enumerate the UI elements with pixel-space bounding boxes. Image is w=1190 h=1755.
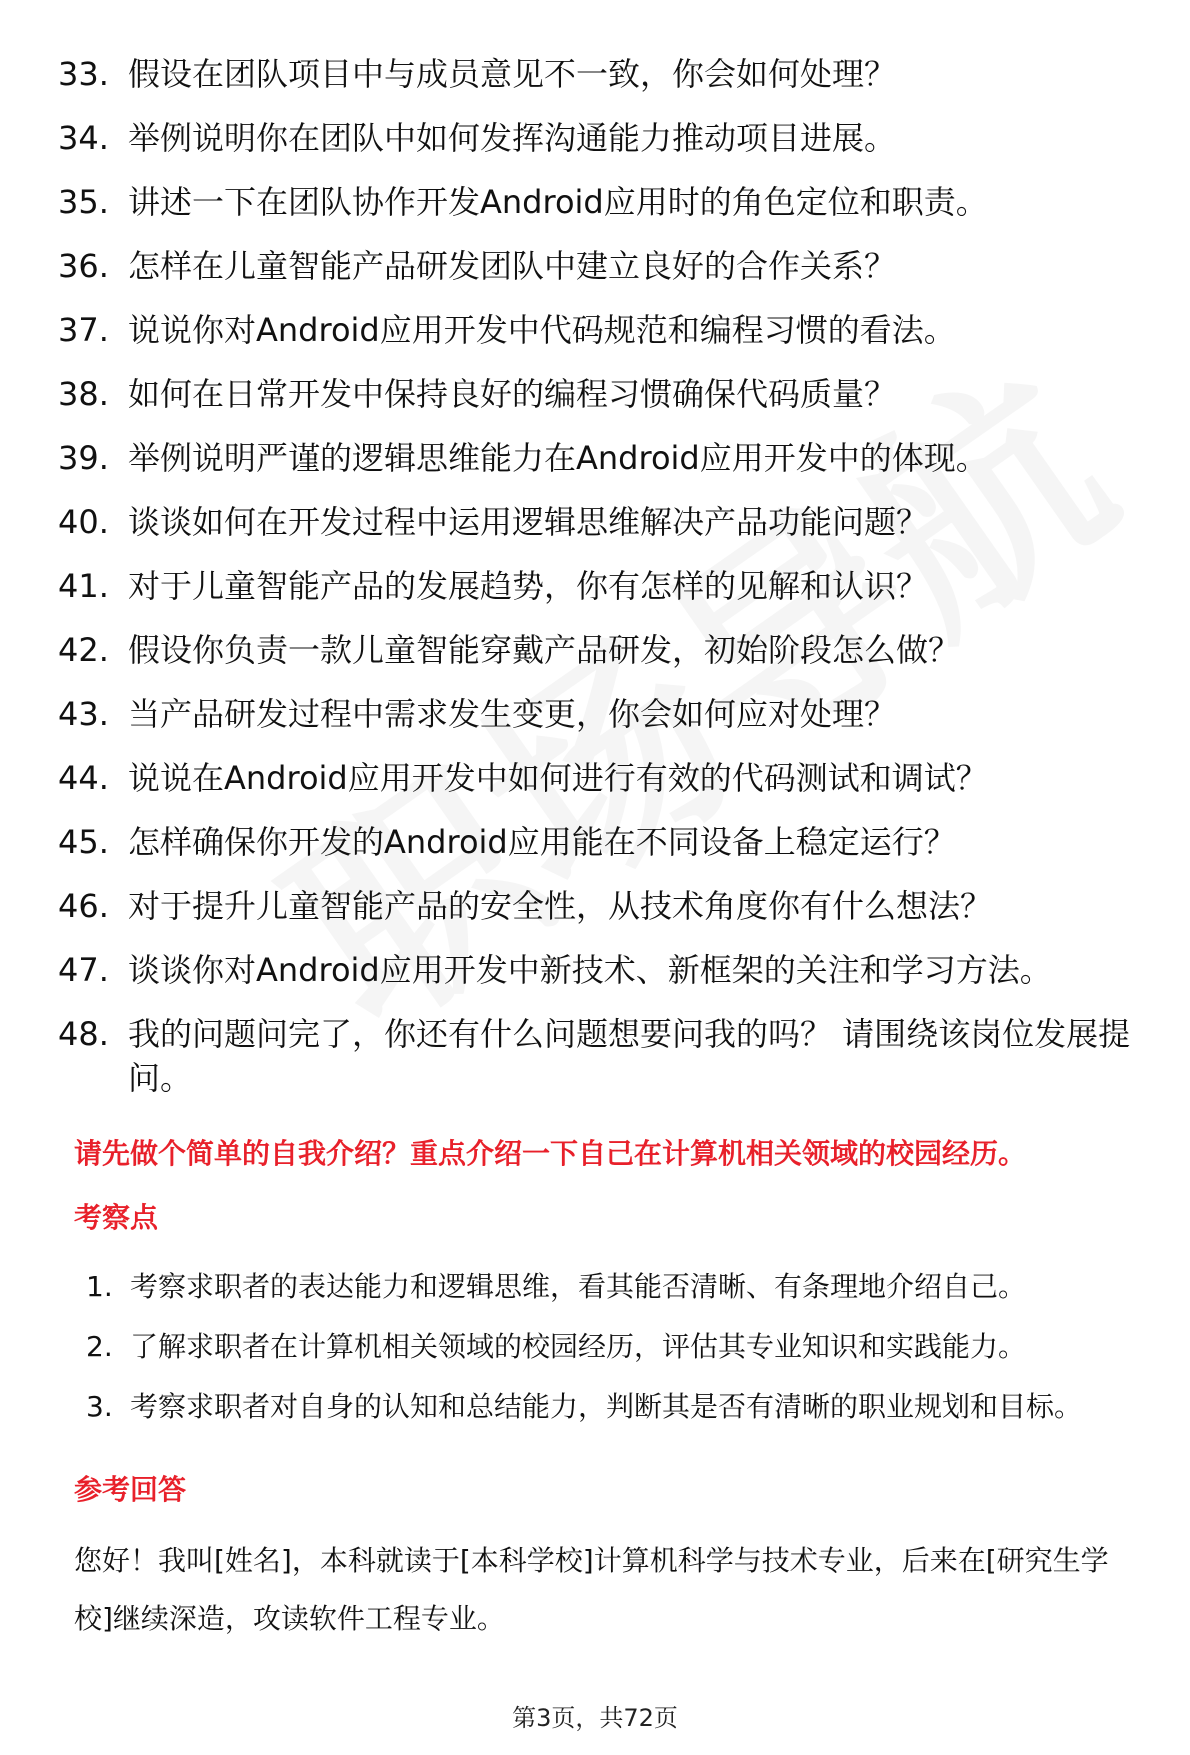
question-number: 43. [58,695,109,733]
question-text: 怎样确保你开发的Android应用能在不同设备上稳定运行？ [128,823,956,861]
kaocha-point [86,1268,1176,1306]
question-number: 40. [58,503,109,541]
kaocha-point-list [86,1268,1176,1448]
question-item [58,116,1168,160]
page-footer: 第3页，共72页 [512,1704,678,1732]
question-number: 34. [58,119,109,157]
kaocha-point [86,1328,1176,1366]
question-item [58,1012,1168,1100]
question-number: 39. [58,439,109,477]
question-item [58,52,1168,96]
question-number: 45. [58,823,109,861]
section-question-title: 请先做个简单的自我介绍？重点介绍一下自己在计算机相关领域的校园经历。 [74,1137,1027,1170]
question-text: 怎样在儿童智能产品研发团队中建立良好的合作关系？ [128,247,897,285]
point-text: 考察求职者的表达能力和逻辑思维，看其能否清晰、有条理地介绍自己。 [130,1270,1027,1303]
point-number: 1. [86,1270,113,1303]
question-number: 46. [58,887,109,925]
question-item [58,308,1168,352]
question-item [58,180,1168,224]
question-text: 举例说明你在团队中如何发挥沟通能力推动项目进展。 [128,119,897,157]
question-item [58,692,1168,736]
question-item [58,628,1168,672]
question-text: 说说在Android应用开发中如何进行有效的代码测试和调试？ [128,759,988,797]
question-text: 如何在日常开发中保持良好的编程习惯确保代码质量？ [128,375,897,413]
point-text: 考察求职者对自身的认知和总结能力，判断其是否有清晰的职业规划和目标。 [130,1390,1083,1423]
question-number: 42. [58,631,109,669]
question-number: 38. [58,375,109,413]
kaocha-point [86,1388,1176,1426]
point-text: 了解求职者在计算机相关领域的校园经历，评估其专业知识和实践能力。 [130,1330,1027,1363]
question-text: 谈谈你对Android应用开发中新技术、新框架的关注和学习方法。 [128,951,1052,989]
question-number: 35. [58,183,109,221]
question-item [58,500,1168,544]
reference-answer-text: 您好！我叫[姓名]，本科就读于[本科学校]计算机科学与技术专业，后来在[研究生学校]继续深造，攻读软件工程专业。 [74,1544,1109,1635]
question-number: 47. [58,951,109,989]
question-text: 我的问题问完了，你还有什么问题想要问我的吗？ 请围绕该岗位发展提问。 [128,1015,1131,1097]
point-number: 2. [86,1330,113,1363]
question-item [58,756,1168,800]
question-text: 谈谈如何在开发过程中运用逻辑思维解决产品功能问题？ [128,503,929,541]
question-item [58,820,1168,864]
question-text: 讲述一下在团队协作开发Android应用时的角色定位和职责。 [128,183,988,221]
point-number: 3. [86,1390,113,1423]
question-text: 当产品研发过程中需求发生变更，你会如何应对处理？ [128,695,897,733]
question-text: 假设你负责一款儿童智能穿戴产品研发，初始阶段怎么做？ [128,631,961,669]
question-item [58,372,1168,416]
kaocha-heading: 考察点 [74,1201,159,1234]
question-number: 37. [58,311,109,349]
question-number: 41. [58,567,109,605]
question-item [58,884,1168,928]
question-text: 说说你对Android应用开发中代码规范和编程习惯的看法。 [128,311,956,349]
question-item [58,948,1168,992]
question-text: 假设在团队项目中与成员意见不一致，你会如何处理？ [128,55,897,93]
question-text: 举例说明严谨的逻辑思维能力在Android应用开发中的体现。 [128,439,988,477]
question-item [58,564,1168,608]
question-list [58,52,1168,1120]
question-number: 48. [58,1015,109,1053]
question-number: 33. [58,55,109,93]
question-item [58,436,1168,480]
question-text: 对于提升儿童智能产品的安全性，从技术角度你有什么想法？ [128,887,993,925]
question-text: 对于儿童智能产品的发展趋势，你有怎样的见解和认识？ [128,567,929,605]
question-number: 44. [58,759,109,797]
reference-answer-heading: 参考回答 [74,1473,187,1506]
question-number: 36. [58,247,109,285]
question-item [58,244,1168,288]
